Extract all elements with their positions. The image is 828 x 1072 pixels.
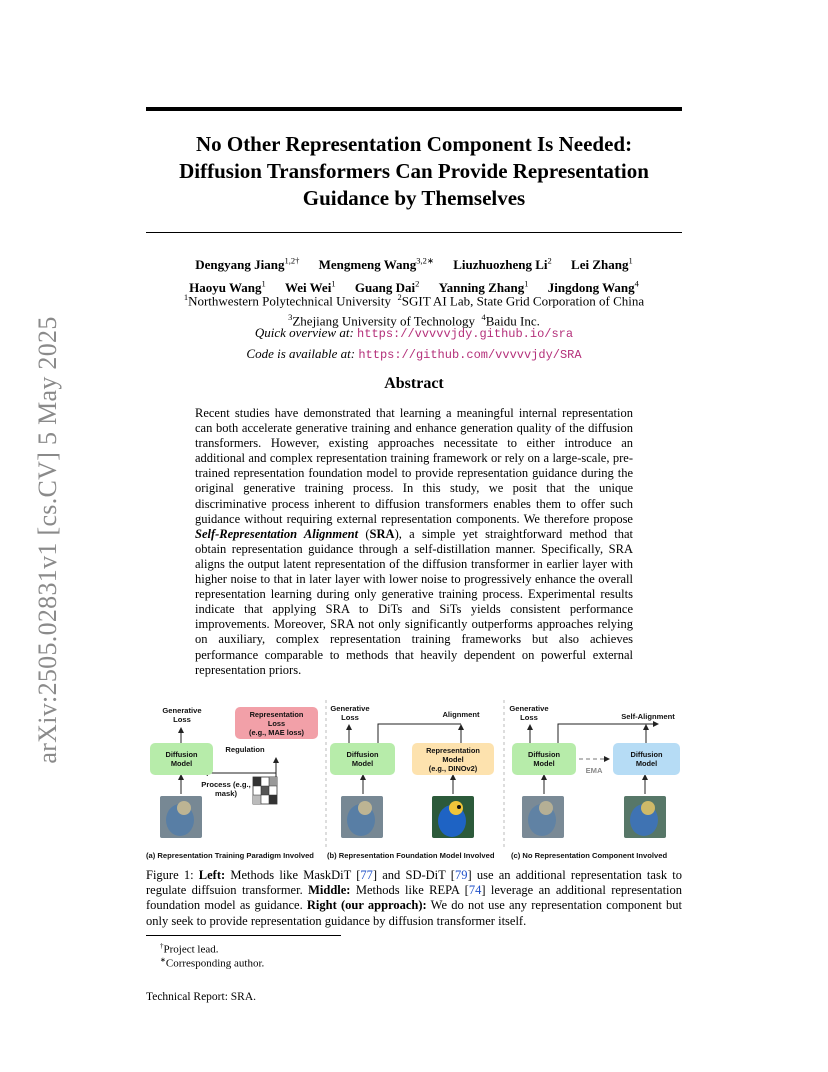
subcaption-a: (a) Representation Training Paradigm Involved [146, 851, 314, 860]
title-line-1: No Other Representation Component Is Needed: [195, 132, 633, 156]
footnote-project-lead: †Project lead. [160, 942, 219, 956]
overview-link[interactable]: https://vvvvvjdy.github.io/sra [357, 327, 574, 341]
citation-link[interactable]: 77 [360, 868, 373, 882]
diffusion-model-box-c-right: Diffusion Model [613, 743, 680, 775]
representation-model-box: Representation Model (e.g., DINOv2) [412, 743, 494, 775]
gen-loss-label-b: Generative Loss [330, 704, 370, 722]
parrot-image-b-noisy [341, 796, 383, 838]
technical-report-note: Technical Report: SRA. [146, 991, 257, 1003]
title-line-2: Diffusion Transformers Can Provide Representation [179, 159, 649, 183]
parrot-image-c-right [624, 796, 666, 838]
paper-title [146, 131, 682, 212]
project-links: Quick overview at: https://vvvvvjdy.github.io/sra Code is available at: https://github.com/vvvvvjdy/SRA [246, 325, 582, 362]
author: Yanning Zhang$^1$ [438, 278, 529, 295]
title-line-3: Guidance by Themselves [302, 186, 526, 210]
mask-grid-icon [253, 777, 277, 804]
author: Wei Wei$^1$ [284, 278, 336, 295]
author: Haoyu Wang$^1$ [189, 278, 266, 295]
author: Jingdong Wang$^4$ [547, 278, 639, 295]
gen-loss-label-a: Generative Loss [162, 706, 202, 724]
representation-loss-box: Representation Loss (e.g., MAE loss) [235, 707, 318, 739]
gen-loss-label-c: Generative Loss [509, 704, 549, 722]
parrot-image-b-clean [432, 796, 474, 838]
footnote-rule [146, 935, 341, 936]
diffusion-model-box-c-left: Diffusion Model [512, 743, 576, 775]
figure-caption: Figure 1: Left: Methods like MaskDiT [77] and SD-DiT [79] use an additional representation task to regulate diffsuion transformer. Middle: Methods like REPA [74] leverage an additional representation foundation model as guidance. Right (our approach): We do not use any representation component but only seek to provide representation guidance by diffusion transformer itself. [146, 868, 683, 928]
diffusion-model-box-b: Diffusion Model [330, 743, 395, 775]
ema-label: EMA [585, 766, 603, 775]
parrot-image-c-left [522, 796, 564, 838]
arxiv-identifier: arXiv:2505.02831v1 [cs.CV] 5 May 2025 [33, 316, 62, 764]
footnote-corresponding: ∗Corresponding author. [160, 956, 265, 970]
parrot-image-a [160, 796, 202, 838]
self-alignment-label: Self-Alignment [621, 712, 675, 721]
diffusion-model-box-a: Diffusion Model [150, 743, 213, 775]
citation-link[interactable]: 79 [454, 868, 468, 882]
author: Guang Dai$^2$ [354, 278, 420, 295]
title-top-rule [146, 107, 682, 111]
author: Mengmeng Wang$^{3,2∗}$ [318, 256, 434, 273]
code-link[interactable]: https://github.com/vvvvvjdy/SRA [358, 348, 582, 362]
abstract-body: Recent studies have demonstrated that learning a meaningful internal representation can both accelerate generative training and enhance generation quality of the diffusion transformers. However, existing approaches necessitate to either introduce an additional and complex representation training framework or rely on a large-scale, pre-trained representation foundation model to provide representation guidance during the original generative training process. In this study, we posit that the unique discriminative process inherent to diffusion transformers enables them to offer such guidance without requiring external representation components. We therefore propose Self-Representation Alignment (SRA), a simple yet straightforward method that obtain representation guidance through a self-distillation manner. Specifically, SRA aligns the output latent representation of the diffusion transformer in earlier layer with higher noise to that in later layer with lower noise to progressively enhance the overall representation learning during only generative training process. Experimental results indicate that applying SRA to DiTs and SiTs yields consistent performance improvements. Moreover, SRA not only significantly outperforms approaches relying on auxiliary, complex representation training frameworks but also achieves performance comparable to methods that heavily dependent on powerful external representation priors. [195, 406, 633, 677]
author: Liuzhuozheng Li$^2$ [453, 256, 552, 273]
author: Dengyang Jiang$^{1,2\dagger}$ [195, 256, 300, 273]
subcaption-b: (b) Representation Foundation Model Involved [327, 851, 495, 860]
author: Lei Zhang$^1$ [571, 256, 633, 273]
subcaption-c: (c) No Representation Component Involved [511, 851, 668, 860]
title-bottom-rule [146, 232, 682, 233]
affiliations: $^1$Northwestern Polytechnical University $^2$SGIT AI Lab, State Grid Corporation of China $^3$Zhejiang University of Technology $^4$Baidu Inc. [183, 292, 645, 329]
process-label: Process (e.g., mask) [201, 780, 251, 798]
figure-1 [143, 700, 685, 865]
citation-link[interactable]: 74 [468, 883, 482, 898]
abstract-heading: Abstract [384, 375, 444, 392]
regulation-label: Regulation [225, 745, 265, 754]
alignment-label: Alignment [442, 710, 480, 719]
